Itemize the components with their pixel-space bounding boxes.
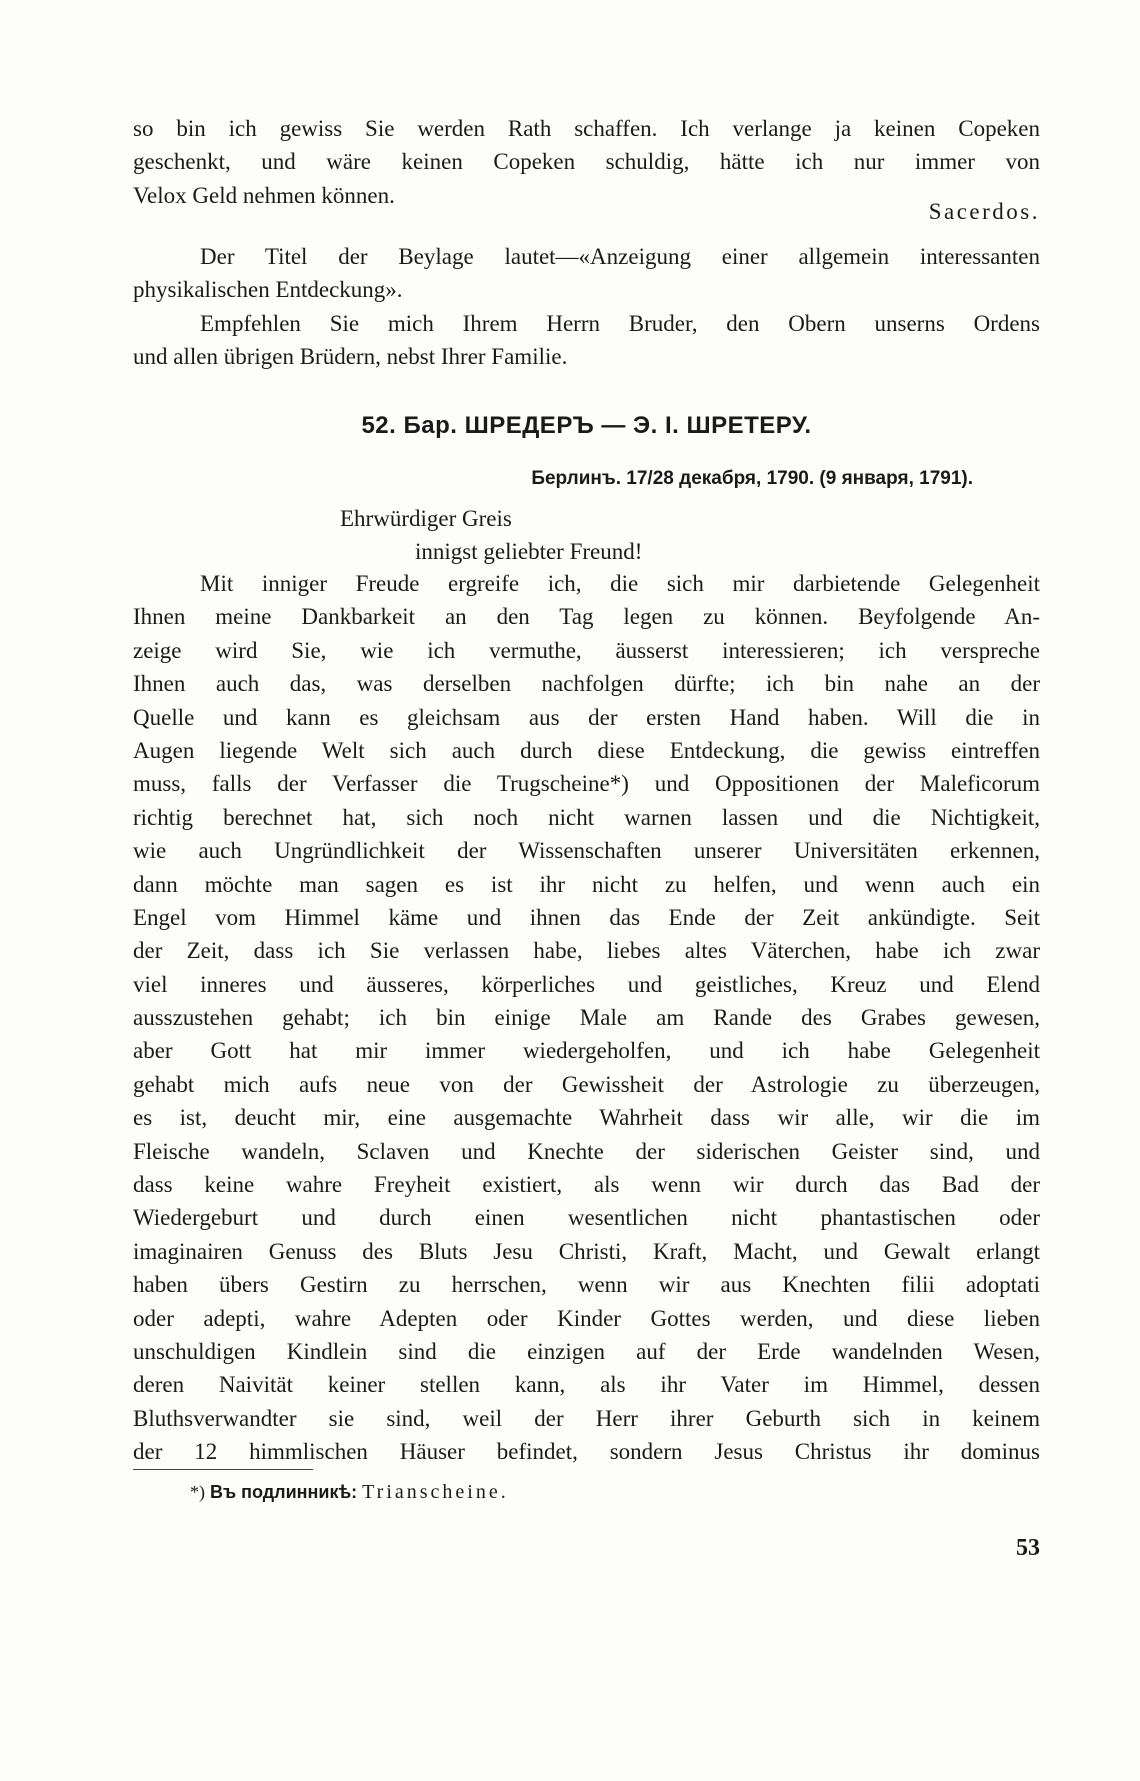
text-line: aber Gott hat mir immer wiedergeholfen, und ich habe Gelegenheit <box>133 1038 1040 1064</box>
text-line: und allen übrigen Brüdern, nebst Ihrer Familie. <box>133 344 568 370</box>
text-line: physikalischen Entdeckung». <box>133 277 403 303</box>
text-line: viel inneres und äusseres, körperliches und geistliches, Kreuz und Elend <box>133 971 1040 997</box>
text-line: ausszustehen gehabt; ich bin einige Male am Rande des Grabes gewesen, <box>133 1005 1040 1031</box>
text-line: Der Titel der Beylage lautet—«Anzeigung einer allgemein interessanten <box>200 244 1040 269</box>
text-line: Ihnen auch das, was derselben nachfolgen dürfte; ich bin nahe an der <box>133 671 1040 697</box>
text-line: unschuldigen Kindlein sind die einzigen auf der Erde wandelnden Wesen, <box>133 1338 1040 1364</box>
text-line: gehabt mich aufs neue von der Gewissheit der Astrologie zu überzeugen, <box>133 1071 1040 1097</box>
text-line: Quelle und kann es gleichsam aus der ersten Hand haben. Will die in <box>133 704 1040 730</box>
text-line: richtig berechnet hat, sich noch nicht warnen lassen und die Nichtigkeit, <box>133 804 1040 830</box>
text-line: Empfehlen Sie mich Ihrem Herrn Bruder, den Obern unserns Ordens <box>200 310 1040 336</box>
text-line: Fleische wandeln, Sclaven und Knechte der siderischen Geister sind, und <box>133 1138 1040 1164</box>
text-line: es ist, deucht mir, eine ausgemachte Wahrheit dass wir alle, wir die im <box>133 1105 1040 1131</box>
footnote-marker: *) <box>190 1482 205 1502</box>
text-line: Mit inniger Freude ergreife ich, die sich mir darbietende Gelegenheit <box>200 571 1040 596</box>
text-line: dann möchte man sagen es ist ihr nicht zu helfen, und wenn auch ein <box>133 871 1040 897</box>
text-line: zeige wird Sie, wie ich vermuthe, äusserst interessieren; ich verspreche <box>133 637 1040 663</box>
text-line: muss, falls der Verfasser die Trugscheine*) und Oppositionen der Maleficorum <box>133 771 1040 797</box>
text-line: Wiedergeburt und durch einen wesentlichen nicht phantastischen oder <box>133 1205 1040 1231</box>
text-line: Bluthsverwandter sie sind, weil der Herr ihrer Geburth sich in keinem <box>133 1405 1040 1431</box>
salutation-line-1: Ehrwürdiger Greis <box>340 506 512 531</box>
footnote-rule <box>133 1469 313 1470</box>
text-line: Engel vom Himmel käme und ihnen das Ende der Zeit ankündigte. Seit <box>133 904 1040 930</box>
page-number: 53 <box>1016 1535 1040 1561</box>
letter-heading: 52. Бар. ШРЕДЕРЪ — Э. I. ШРЕТЕРУ. <box>361 412 812 439</box>
letter-body <box>133 567 1040 1469</box>
text-line: deren Naivität keiner stellen kann, als ihr Vater im Himmel, dessen <box>133 1372 1040 1398</box>
footnote-term: Trianscheine. <box>362 1481 509 1503</box>
text-line: geschenkt, und wäre keinen Copeken schuldig, hätte ich nur immer von <box>133 149 1040 175</box>
postscript <box>133 240 1040 374</box>
dateline: Берлинъ. 17/28 декабря, 1790. (9 января, 1791). <box>531 468 973 489</box>
text-line: Velox Geld nehmen können. <box>133 182 395 208</box>
text-line: der Zeit, dass ich Sie verlassen habe, liebes altes Väterchen, habe ich zwar <box>133 938 1040 964</box>
text-line: Ihnen meine Dankbarkeit an den Tag legen zu können. Beyfolgende An- <box>133 604 1040 630</box>
text-line: Augen liegende Welt sich auch durch diese Entdeckung, die gewiss eintreffen <box>133 737 1040 763</box>
footnote-label: Въ подлинникѣ: <box>210 1482 358 1502</box>
text-line: wie auch Ungründlichkeit der Wissenschaften unserer Universitäten erkennen, <box>133 838 1040 864</box>
text-line: imaginairen Genuss des Bluts Jesu Christi, Kraft, Macht, und Gewalt erlangt <box>133 1238 1040 1264</box>
footnote <box>190 1478 509 1506</box>
text-line: dass keine wahre Freyheit existiert, als wenn wir durch das Bad der <box>133 1172 1040 1198</box>
text-line: haben übers Gestirn zu herrschen, wenn wir aus Knechten filii adoptati <box>133 1272 1040 1298</box>
text-line: so bin ich gewiss Sie werden Rath schaffen. Ich verlange ja keinen Copeken <box>133 116 1040 141</box>
text-line: der 12 himmlischen Häuser befindet, sondern Jesus Christus ihr dominus <box>133 1439 1040 1465</box>
signature: Sacerdos. <box>928 199 1040 224</box>
text-line: oder adepti, wahre Adepten oder Kinder Gottes werden, und diese lieben <box>133 1305 1040 1331</box>
salutation-line-2: innigst geliebter Freund! <box>415 539 643 564</box>
